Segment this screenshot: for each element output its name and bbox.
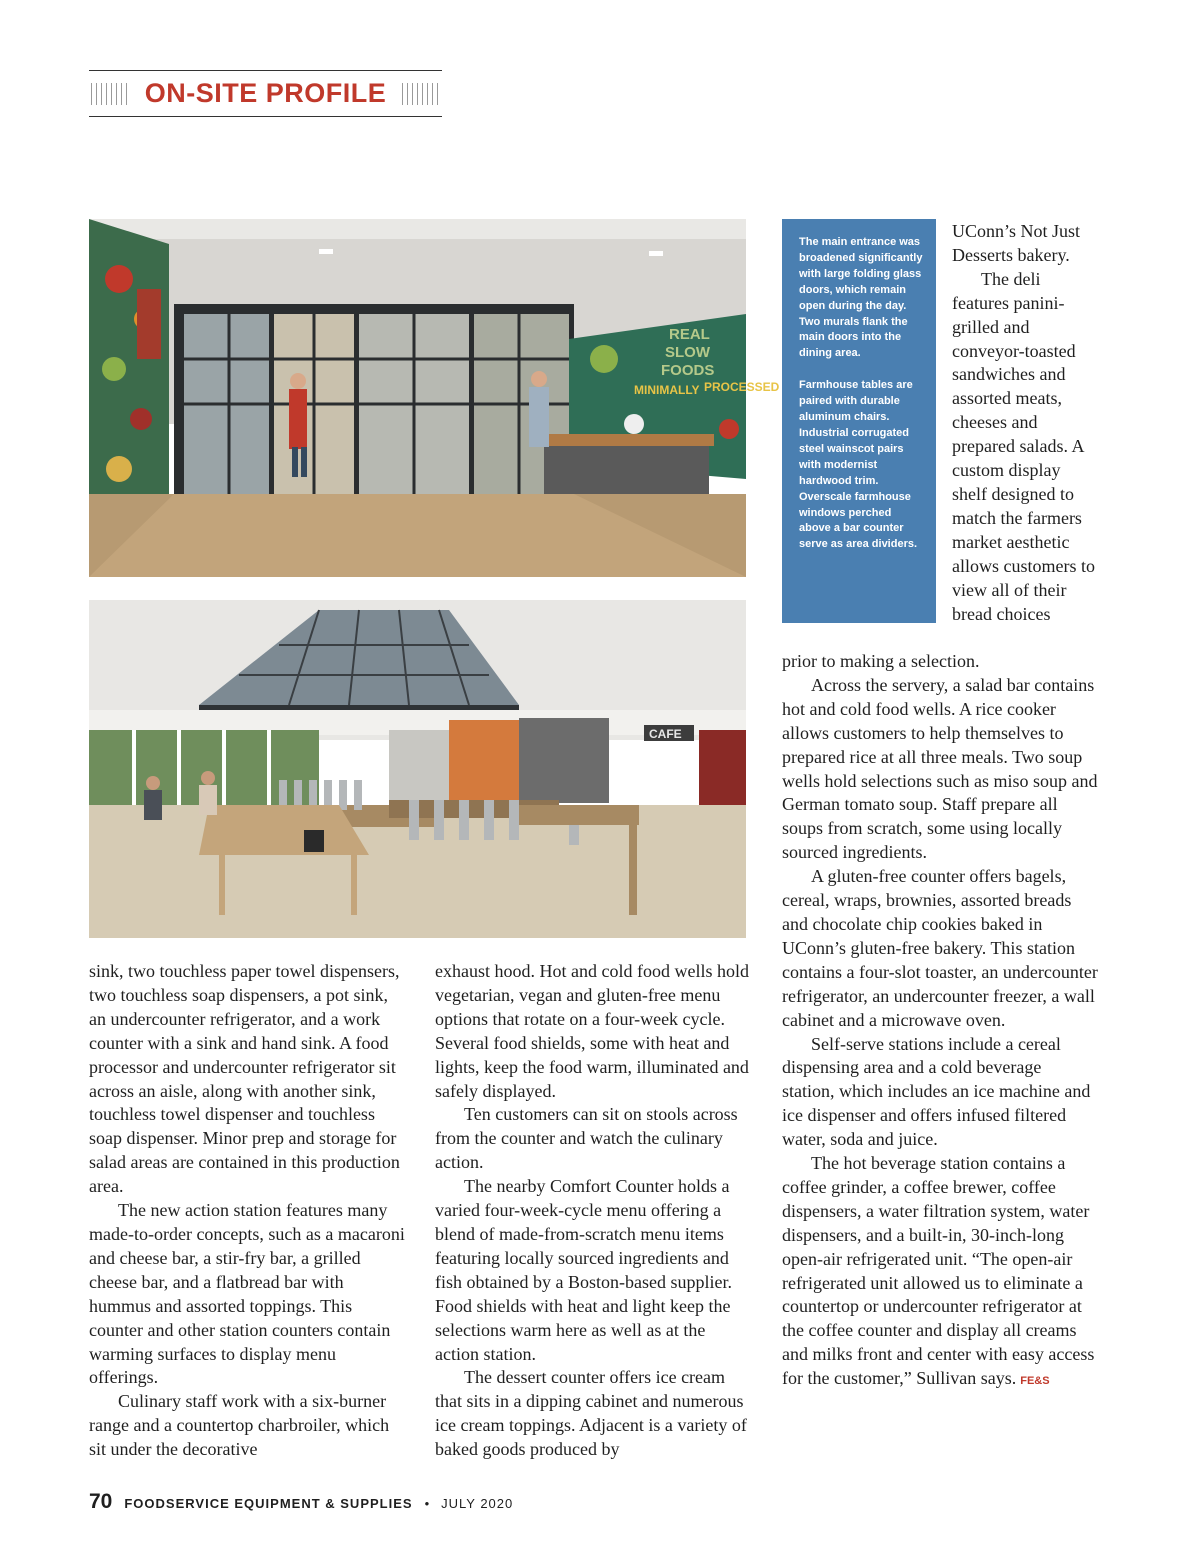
text-column-1 [89,960,405,1462]
publication-name: FOODSERVICE EQUIPMENT & SUPPLIES [124,1496,413,1511]
body-paragraph: The dessert counter offers ice cream that sits in a dipping cabinet and numerous ice cream toppings. Adjacent is a variety of baked goods produced by [435,1367,747,1460]
section-header [89,70,442,117]
header-rule-left [91,83,129,105]
text-column-2 [435,960,751,1462]
page-number: 70 [89,1490,113,1513]
sign-word-processed: PROCESSED [704,380,780,394]
header-rule-right [402,83,440,105]
body-paragraph: Culinary staff work with a six-burner range and a countertop charbroiler, which sit under the decorative [89,1391,390,1460]
body-paragraph: exhaust hood. Hot and cold food wells hold vegetarian, vegan and gluten-free menu options that rotate on a four-week cycle. Several food shields, some with heat and lights, keep the food warm, illuminated and safely displayed. [435,961,749,1101]
text-column-3-top [952,220,1098,626]
body-paragraph: The new action station features many made-to-order concepts, such as a macaroni and cheese bar, a stir-fry bar, a grilled cheese bar, and a flatbread bar with hummus and assorted toppings. This counter and other station counters contain warming surfaces to display menu offerings. [89,1200,405,1388]
body-paragraph: Self-serve stations include a cereal dispensing area and a cold beverage station, which includes an ice machine and ice dispenser and offers infused filtered water, soda and juice. [782,1033,1091,1150]
entrance-photo [89,219,780,577]
caption-paragraph: The main entrance was broadened significantly with large folding glass doors, which remain open during the day. Two murals flank the main doors into the dining area. [799,236,923,360]
sign-word-slow: SLOW [665,344,710,361]
body-paragraph: A gluten-free counter offers bagels, cereal, wraps, brownies, assorted breads and chocolate chip cookies baked in UConn’s gluten-free bakery. This station contains a four-slot toaster, an undercounter refrigerator, an undercounter freezer, a wall cabinet and a microwave oven. [782,866,1098,1030]
body-paragraph: sink, two touchless paper towel dispensers, two touchless soap dispensers, a pot sink, an undercounter refrigerator, and a work counter with a sink and hand sink. A food processor and undercounter refrigerator sit across an aisle, along with another sink, touchless towel dispenser and touchless soap dispenser. Minor prep and storage for salad areas are contained in this production area. [89,961,400,1197]
sign-word-real: REAL [669,326,710,343]
section-title: ON-SITE PROFILE [144,78,387,108]
body-paragraph: Ten customers can sit on stools across from the counter and watch the culinary action. [435,1104,738,1173]
body-paragraph: prior to making a selection. [782,651,980,671]
body-paragraph: The nearby Comfort Counter holds a varied four-week-cycle menu offering a blend of made-from-scratch menu items featuring locally sourced ingredients and fish obtained by a Boston-based supplier. Food shields with heat and light keep the selections warm here as well as at the action station. [435,1176,732,1364]
page-footer [89,1490,513,1518]
sign-word-foods: FOODS [661,362,715,379]
body-paragraph [782,1152,1098,1394]
body-paragraph: Across the servery, a salad bar contains hot and cold food wells. A rice cooker allows customers to help themselves to prepared rice at all three meals. Two soup wells hold selections such as miso soup and German tomato soup. Staff prepare all soups from scratch, some using locally sourced ingredients. [782,674,1098,863]
photo-caption [782,219,936,623]
end-signature: FE&S [1020,1375,1050,1388]
sign-word-minimally: MINIMALLY [634,383,700,397]
text-column-3 [782,650,1098,1394]
body-paragraph: UConn’s Not Just Desserts bakery. [952,221,1081,265]
dining-room-photo [89,600,746,938]
issue-date: JULY 2020 [441,1496,514,1511]
dining-cafe-sign: CAFE [649,727,682,741]
body-paragraph: The deli features panini-grilled and conveyor-toasted sandwiches and assorted meats, cheeses and prepared salads. A custom display shelf designed to match the farmers market aesthetic allows customers to view all of their bread choices [952,268,1095,624]
footer-separator: • [424,1496,430,1511]
caption-paragraph: Farmhouse tables are paired with durable aluminum chairs. Industrial corrugated steel wainscot pairs with modernist hardwood trim. Overscale farmhouse windows perched above a bar counter serve as area dividers. [799,379,918,551]
final-paragraph-text: The hot beverage station contains a coffee grinder, a coffee brewer, coffee dispensers, a water filtration system, water dispensers, and a built-in, 30-inch-long open-air refrigerated unit. “The open-air refrigerated unit allowed us to eliminate a countertop or undercounter refrigerator at the coffee counter and display all creams and milks front and center with easy access for the customer,” Sullivan says. [782,1153,1095,1389]
